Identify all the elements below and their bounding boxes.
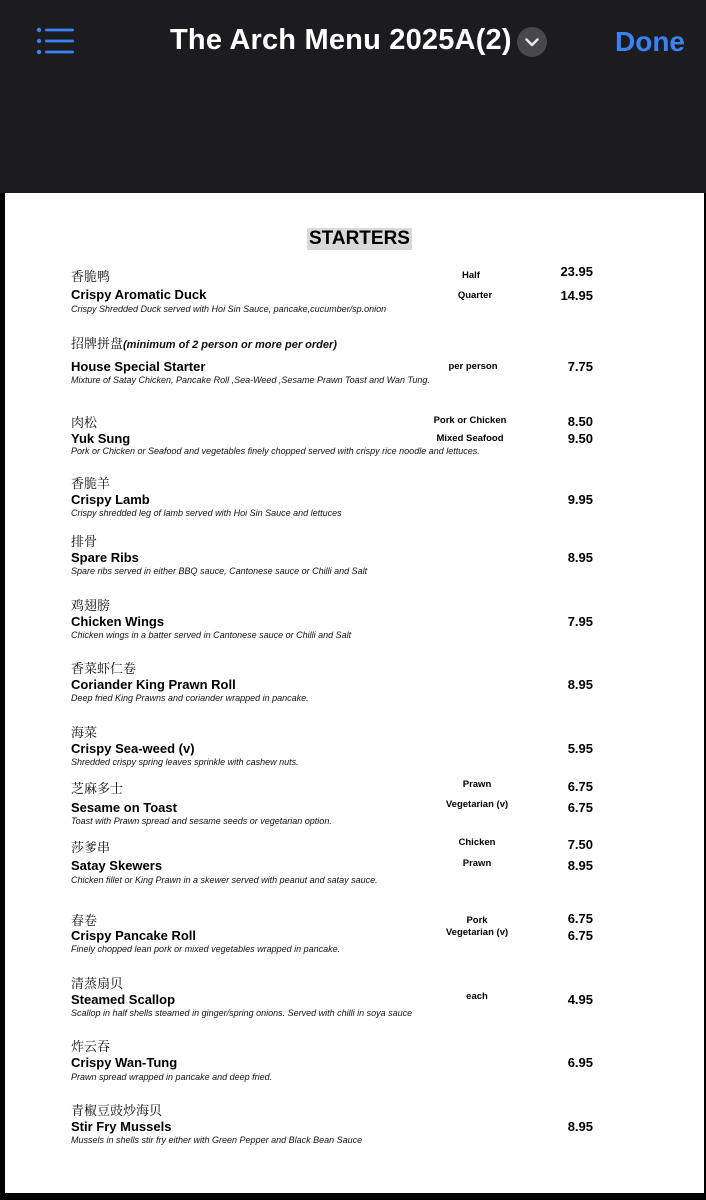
item-option-label: Half <box>462 270 480 281</box>
item-option-label: Pork <box>466 915 488 926</box>
item-option-label: Prawn <box>462 779 492 790</box>
item-chinese-name: 香脆鸭 <box>71 270 111 285</box>
item-description: Mussels in shells stir fry either with Green Pepper and Black Bean Sauce <box>71 1135 363 1145</box>
item-description: Spare ribs served in either BBQ sauce, Cantonese sauce or Chilli and Salt <box>71 566 368 576</box>
item-option-label: Prawn <box>462 858 492 869</box>
item-price: 6.95 <box>567 1055 593 1070</box>
item-price: 6.75 <box>567 779 593 794</box>
item-name: Yuk Sung <box>71 431 131 446</box>
item-price: 7.95 <box>567 614 593 629</box>
item-option-label: Vegetarian (v) <box>445 799 509 810</box>
item-price: 6.75 <box>567 800 593 815</box>
item-name: Crispy Lamb <box>71 492 150 507</box>
item-description: Pork or Chicken or Seafood and vegetables finely chopped served with crispy rice noodle and lettuces. <box>71 446 480 456</box>
item-name: Satay Skewers <box>71 858 163 873</box>
item-name: Crispy Wan-Tung <box>71 1055 178 1070</box>
item-description: Finely chopped lean pork or mixed vegetables wrapped in pancake. <box>71 944 341 954</box>
bottom-edge <box>0 1193 706 1200</box>
item-chinese-name: 肉松 <box>71 416 98 431</box>
item-price: 5.95 <box>567 741 593 756</box>
item-price: 8.95 <box>567 550 593 565</box>
item-option-label: Pork or Chicken <box>433 415 507 426</box>
item-chinese-name: 招牌拼盘(minimum of 2 person or more per order) <box>71 337 337 352</box>
item-description: Chicken wings in a batter served in Cantonese sauce or Chilli and Salt <box>71 630 352 640</box>
item-price: 6.75 <box>567 928 593 943</box>
chevron-down-icon <box>517 27 547 57</box>
document-title[interactable]: The Arch Menu 2025A(2) <box>170 24 512 56</box>
done-button[interactable]: Done <box>615 26 685 57</box>
item-name: Crispy Pancake Roll <box>71 928 196 943</box>
item-description: Crispy Shredded Duck served with Hoi Sin Sauce, pancake,cucumber/sp.onion <box>71 304 387 314</box>
item-price: 6.75 <box>567 911 593 926</box>
item-option-label: Chicken <box>458 837 496 848</box>
item-name: Spare Ribs <box>71 550 139 565</box>
item-option-label: Quarter <box>457 290 493 301</box>
item-name: Crispy Aromatic Duck <box>71 287 207 302</box>
item-option-label: per person <box>448 361 498 372</box>
item-chinese-name: 春卷 <box>71 914 98 929</box>
menu-section-heading: STARTERS <box>309 228 410 249</box>
item-description: Scallop in half shells steamed in ginger/spring onions. Served with chilli in soya sauce <box>71 1008 413 1018</box>
item-price: 8.95 <box>567 677 593 692</box>
item-chinese-name: 鸡翅膀 <box>71 599 111 614</box>
item-chinese-name: 炸云吞 <box>71 1040 111 1055</box>
item-description: Shredded crispy spring leaves sprinkle with cashew nuts. <box>71 757 299 767</box>
item-option-label: Mixed Seafood <box>436 433 504 444</box>
item-option-label: Vegetarian (v) <box>445 927 509 938</box>
item-price: 8.95 <box>567 1119 593 1134</box>
item-price: 8.50 <box>567 414 593 429</box>
item-price: 7.75 <box>567 359 593 374</box>
item-name: House Special Starter <box>71 359 206 374</box>
top-toolbar <box>0 0 706 193</box>
item-price: 4.95 <box>567 992 593 1007</box>
item-description: Mixture of Satay Chicken, Pancake Roll ,Sea-Weed ,Sesame Prawn Toast and Wan Tung. <box>71 375 430 385</box>
item-chinese-name: 清蒸扇贝 <box>71 977 124 992</box>
item-price: 23.95 <box>560 264 593 279</box>
item-chinese-name: 香脆羊 <box>71 477 111 492</box>
item-description: Toast with Prawn spread and sesame seeds or vegetarian option. <box>71 816 332 826</box>
item-name: Crispy Sea-weed (v) <box>71 741 195 756</box>
item-description: Prawn spread wrapped in pancake and deep fried. <box>71 1072 273 1082</box>
item-name: Steamed Scallop <box>71 992 176 1007</box>
item-price: 7.50 <box>567 837 593 852</box>
item-description: Crispy shredded leg of lamb served with Hoi Sin Sauce and lettuces <box>71 508 342 518</box>
item-description: Chicken fillet or King Prawn in a skewer served with peanut and satay sauce. <box>71 875 378 885</box>
item-order-note: (minimum of 2 person or more per order) <box>123 339 337 351</box>
item-description: Deep fried King Prawns and coriander wrapped in pancake. <box>71 693 309 703</box>
item-option-label: each <box>466 991 488 1002</box>
item-chinese-name: 排骨 <box>71 535 98 550</box>
item-chinese-name: 青椒豆豉炒海贝 <box>71 1104 163 1119</box>
item-price: 9.95 <box>567 492 593 507</box>
item-name: Stir Fry Mussels <box>71 1119 172 1134</box>
item-price: 8.95 <box>567 858 593 873</box>
list-icon[interactable] <box>36 27 76 57</box>
item-chinese-name: 香菜虾仁卷 <box>71 662 137 677</box>
item-name: Sesame on Toast <box>71 800 177 815</box>
item-chinese-name: 芝麻多士 <box>71 782 124 797</box>
title-menu-button[interactable] <box>517 27 547 57</box>
document-page <box>5 193 704 1193</box>
item-name: Coriander King Prawn Roll <box>71 677 236 692</box>
item-name: Chicken Wings <box>71 614 165 629</box>
item-price: 14.95 <box>560 288 593 303</box>
item-chinese-name: 莎爹串 <box>71 841 111 856</box>
item-price: 9.50 <box>567 431 593 446</box>
item-chinese-name: 海菜 <box>71 726 98 741</box>
